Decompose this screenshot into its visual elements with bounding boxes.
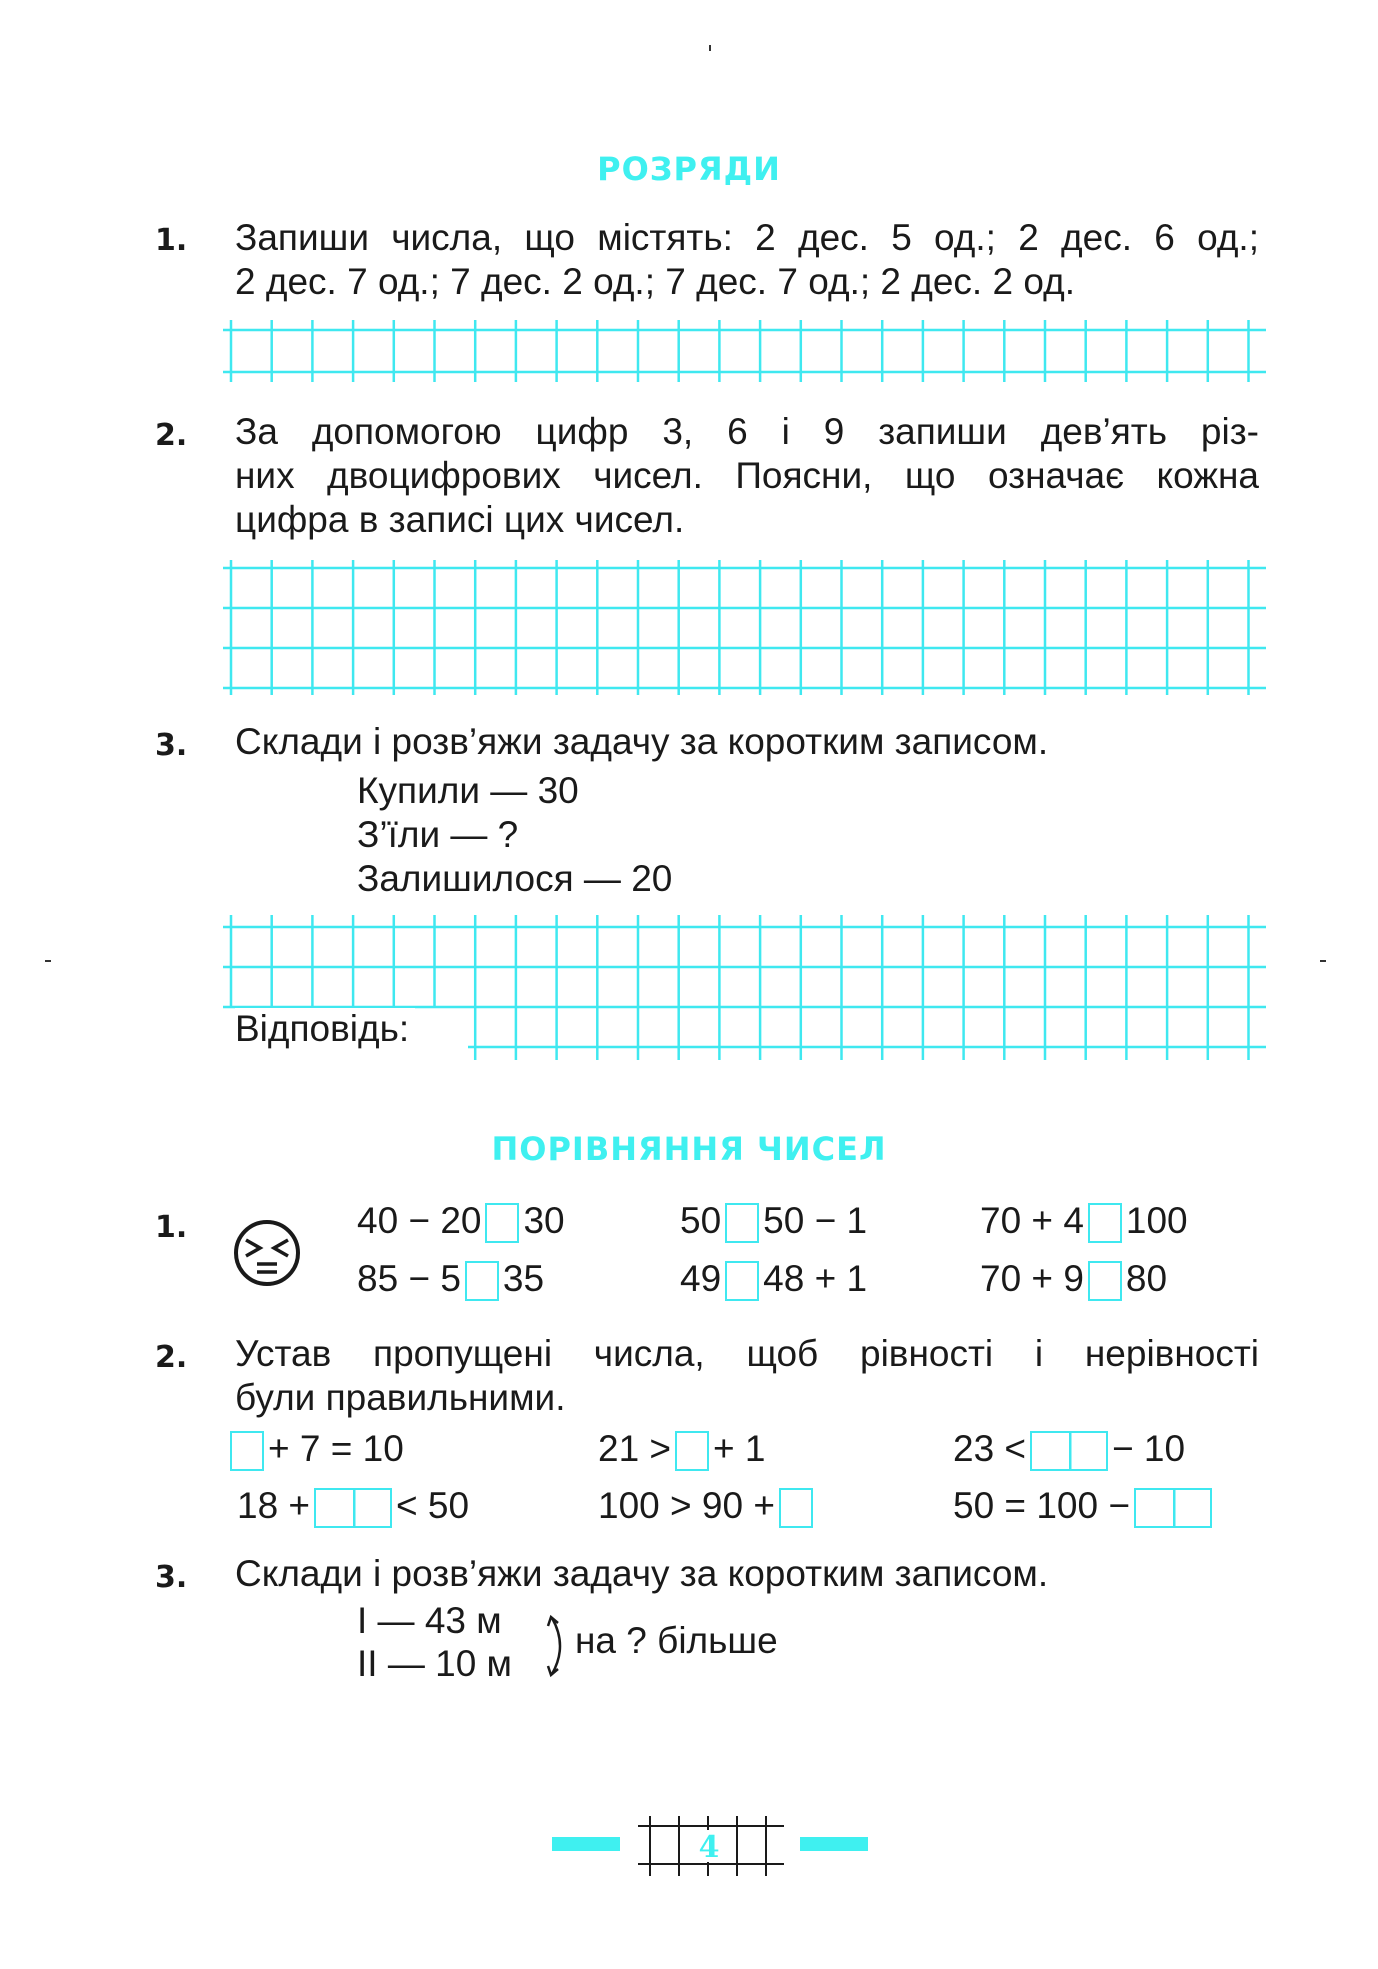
- task-number: 1.: [155, 223, 188, 258]
- answer-box[interactable]: [675, 1431, 709, 1471]
- answer-box-two-digit[interactable]: [1134, 1488, 1212, 1528]
- equation: [598, 1428, 766, 1471]
- expr-text: − 10: [1112, 1428, 1186, 1469]
- task-text-line: були правильними.: [235, 1377, 566, 1418]
- task-text-line: Устав пропущені числа, щоб рівності і нерівності: [235, 1333, 1259, 1374]
- crop-mark: [45, 960, 51, 962]
- page-number: 4: [698, 1830, 720, 1865]
- short-note-side: на ? більше: [575, 1620, 778, 1661]
- answer-box[interactable]: [485, 1203, 519, 1243]
- writing-grid[interactable]: [223, 320, 1266, 382]
- task-text-line: 2 дес. 7 од.; 7 дес. 2 од.; 7 дес. 7 од.; 2 дес. 2 од.: [235, 261, 1075, 302]
- expr-right: 80: [1125, 1258, 1168, 1299]
- answer-label: Відповідь:: [235, 1008, 415, 1050]
- task-number: 3.: [155, 1560, 188, 1595]
- expr-text: 18 +: [237, 1485, 311, 1526]
- equation: [953, 1485, 1216, 1528]
- task-text-line: Склади і розв’яжи задачу за коротким записом.: [235, 721, 1049, 762]
- comparison-expr: [357, 1258, 544, 1301]
- expr-right: 30: [523, 1200, 565, 1241]
- comparison-expr: [357, 1200, 565, 1243]
- short-note-line: Залишилося — 20: [357, 858, 673, 899]
- task-number: 2.: [155, 1340, 188, 1375]
- crop-mark: [709, 45, 711, 51]
- expr-text: 50 = 100 −: [953, 1485, 1130, 1526]
- expr-text: + 1: [713, 1428, 766, 1469]
- expr-text: + 7 = 10: [268, 1428, 404, 1469]
- expr-text: 100 > 90 +: [598, 1485, 775, 1526]
- answer-box[interactable]: [230, 1431, 264, 1471]
- comparison-expr: [980, 1200, 1188, 1243]
- curved-arrow-icon: [546, 1612, 574, 1687]
- comparison-expr: [680, 1200, 867, 1243]
- expr-left: 70 + 4: [980, 1200, 1084, 1241]
- task-text-line: Склади і розв’яжи задачу за коротким записом.: [235, 1553, 1049, 1594]
- writing-grid[interactable]: [223, 560, 1266, 695]
- comparison-expr: [980, 1258, 1167, 1301]
- task-number: 3.: [155, 728, 188, 763]
- equation: [953, 1428, 1185, 1471]
- short-note-line: Купили — 30: [357, 770, 579, 811]
- expr-left: 70 + 9: [980, 1258, 1084, 1299]
- expr-text: 23 <: [953, 1428, 1027, 1469]
- task-text-line: Запиши числа, що містять: 2 дес. 5 од.; 2 дес. 6 од.;: [235, 217, 1259, 258]
- expr-text: 21 >: [598, 1428, 672, 1469]
- task-number: 2.: [155, 418, 188, 453]
- expr-right: 50 − 1: [763, 1200, 868, 1241]
- comparison-face-icon: [232, 1218, 302, 1293]
- answer-box[interactable]: [1088, 1203, 1122, 1243]
- expr-right: 48 + 1: [763, 1258, 868, 1299]
- equation: [230, 1428, 404, 1471]
- answer-box-two-digit[interactable]: [314, 1488, 392, 1528]
- crop-mark: [1320, 960, 1326, 962]
- answer-box[interactable]: [725, 1203, 759, 1243]
- expr-left: 40 − 20: [357, 1200, 482, 1241]
- expr-right: 35: [502, 1258, 545, 1299]
- answer-box[interactable]: [1088, 1261, 1122, 1301]
- answer-box[interactable]: [725, 1261, 759, 1301]
- task-number: 1.: [155, 1210, 188, 1245]
- task-text-line: цифра в записі цих чисел.: [235, 499, 685, 540]
- section-title-digits: РОЗРЯДИ: [597, 150, 781, 188]
- answer-box[interactable]: [779, 1488, 813, 1528]
- expr-left: 49: [680, 1258, 722, 1299]
- expr-text: < 50: [396, 1485, 470, 1526]
- expr-left: 85 − 5: [357, 1258, 461, 1299]
- answer-box[interactable]: [465, 1261, 499, 1301]
- short-note-line: ІІ — 10 м: [357, 1643, 512, 1684]
- short-note-line: З’їли — ?: [357, 814, 519, 855]
- equation: [237, 1485, 469, 1528]
- equation: [598, 1485, 817, 1528]
- task-text-line: них двоцифрових чисел. Поясни, що означає кожна: [235, 455, 1259, 496]
- answer-box-two-digit[interactable]: [1030, 1431, 1108, 1471]
- expr-right: 100: [1125, 1200, 1188, 1241]
- section-title-comparison: ПОРІВНЯННЯ ЧИСЕЛ: [491, 1130, 887, 1168]
- comparison-expr: [680, 1258, 867, 1301]
- expr-left: 50: [680, 1200, 722, 1241]
- task-text-line: За допомогою цифр 3, 6 і 9 запиши дев’ять різ-: [235, 411, 1259, 452]
- short-note-line: І — 43 м: [357, 1600, 502, 1641]
